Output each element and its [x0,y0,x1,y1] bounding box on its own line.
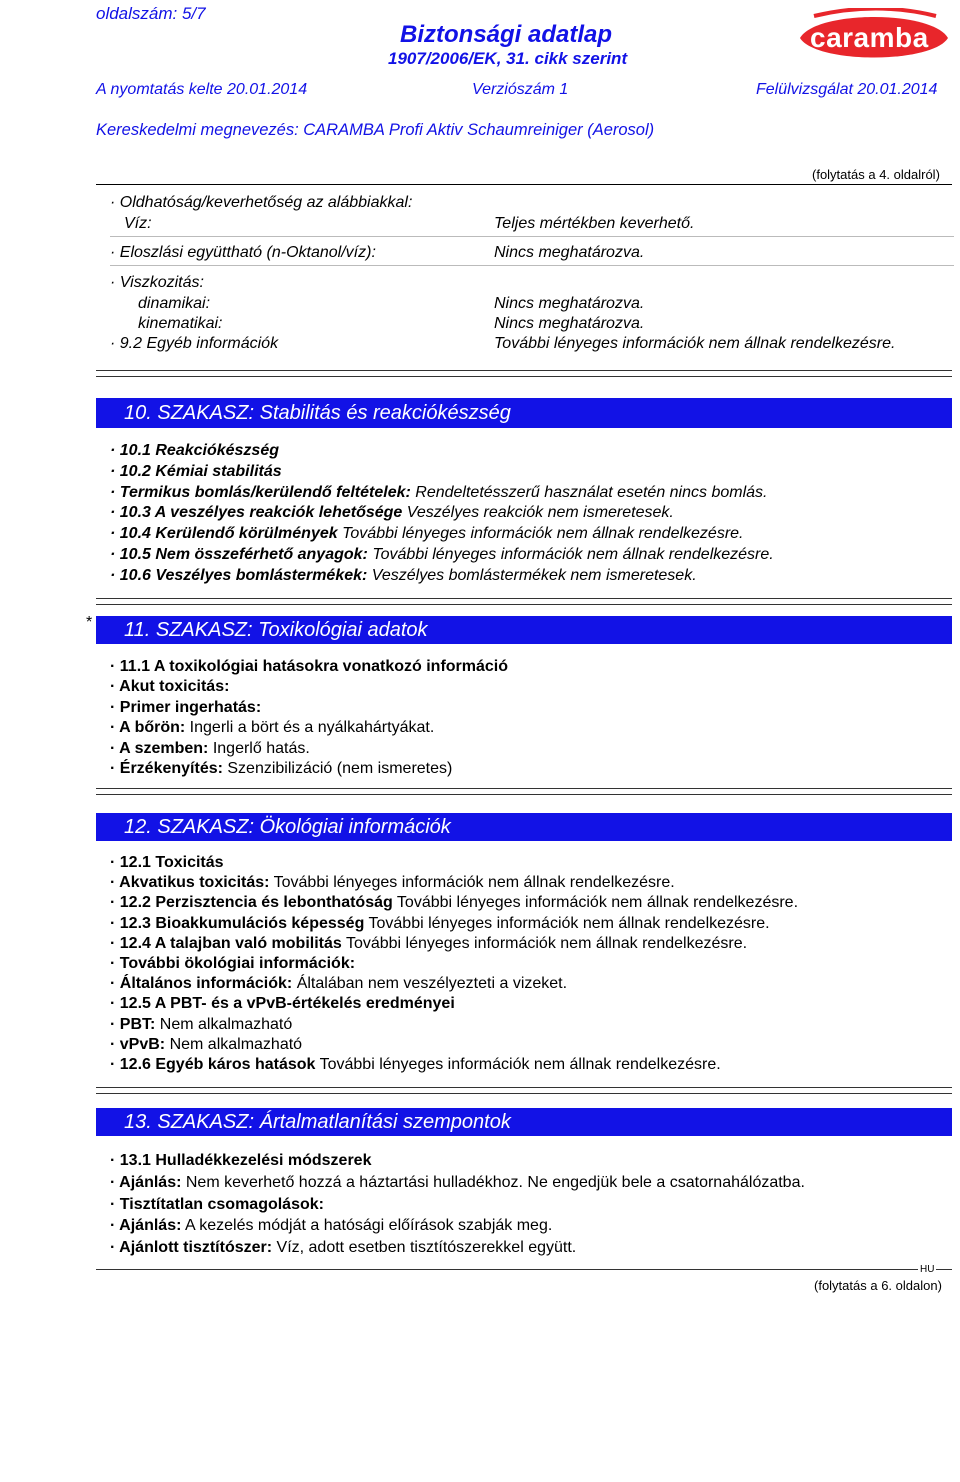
section10-item [110,566,697,586]
item-label: · 12.1 Toxicitás [110,854,224,871]
section12-item [110,1055,721,1075]
page-number: oldalszám: 5/7 [96,4,206,23]
item-text: Víz, adott esetben tisztítószerekkel együtt. [272,1239,577,1257]
item-text: Ingerlő hatás. [208,739,310,757]
section13-heading-band [96,1108,952,1136]
section10-item [110,483,767,503]
section12-item [110,853,224,873]
section10-item [110,441,279,461]
section11-item [110,759,452,779]
version-number: Verziószám 1 [472,81,569,98]
item-text: További lényeges információk nem állnak rendelkezésre. [337,525,744,543]
item-label: · Érzékenyítés: [110,760,223,777]
item-label: · Ajánlott tisztítószer: [110,1239,273,1257]
section10-item [110,462,282,482]
viscosity-label: · Viszkozitás: [110,274,204,291]
item-text: További lényeges információk nem állnak rendelkezésre. [392,894,799,912]
print-date: A nyomtatás kelte 20.01.2014 [96,81,308,98]
section12-heading-band [96,813,952,841]
continued-on-note: (folytatás a 6. oldalon) [814,1278,942,1293]
trade-name: Kereskedelmi megnevezés: CARAMBA Profi Aktiv Schaumreiniger (Aerosol) [96,121,655,139]
row-divider [110,236,954,237]
section12-item [110,974,567,994]
item-label: · 12.6 Egyéb káros hatások [110,1056,316,1073]
item-label: · Ajánlás: [110,1217,182,1235]
logo-text: caramba [810,22,929,53]
section10-item [110,503,674,523]
item-label: · A szemben: [110,739,209,757]
item-text: Rendeltetésszerű használat esetén nincs bomlás. [410,483,768,501]
item-label: · 13.1 Hulladékkezelési módszerek [110,1152,372,1169]
item-label: · A bőrön: [110,719,186,737]
footer-divider [96,1269,952,1270]
country-code: HU [920,1264,935,1275]
item-label: · 10.3 A veszélyes reakciók lehetősége [110,504,403,522]
section13-item [110,1173,805,1193]
section13-heading: 13. SZAKASZ: Ártalmatlanítási szempontok [124,1111,511,1133]
kinematic-value: Nincs meghatározva. [494,315,645,332]
dynamic-label: dinamikai: [138,295,211,312]
item-label: · 11.1 A toxikológiai hatásokra vonatkozó információ [110,658,509,675]
item-text: Ingerli a bört és a nyálkahártyákat. [185,719,435,737]
item-label: · Ajánlás: [110,1173,182,1191]
item-text: További lényeges információk nem állnak rendelkezésre. [341,934,748,952]
section12-item [110,873,675,893]
row-divider [110,265,954,266]
section12-item [110,893,798,913]
item-label: · 12.5 A PBT- és a vPvB-értékelés eredményei [110,995,455,1013]
change-marker: * [86,614,93,631]
regulation-reference: 1907/2006/EK, 31. cikk szerint [388,49,628,68]
other-info-value: További lényeges információk nem állnak rendelkezésre. [494,335,896,352]
item-label: · PBT: [110,1015,156,1033]
solubility-label: · Oldhatóság/keverhetőség az alábbiakkal: [110,194,413,211]
item-label: · 12.4 A talajban való mobilitás [110,934,342,952]
item-text: A kezelés módját a hatósági előírások szabják meg. [181,1217,553,1235]
item-text: Szenzibilizáció (nem ismeretes) [222,760,453,777]
item-label: · 10.2 Kémiai stabilitás [110,462,282,480]
continued-from-note: (folytatás a 4. oldalról) [812,167,940,182]
item-text: További lényeges információk nem állnak rendelkezésre. [269,874,675,892]
section10-heading-band [96,398,952,428]
review-date: Felülvizsgálat 20.01.2014 [756,81,938,98]
kinematic-label: kinematikai: [138,315,223,332]
item-text: További lényeges információk nem állnak rendelkezésre. [364,914,770,932]
dynamic-value: Nincs meghatározva. [494,295,645,312]
section12-heading: 12. SZAKASZ: Ökológiai információk [124,816,451,838]
section12-item [110,1035,302,1055]
item-text: További lényeges információk nem állnak rendelkezésre. [367,546,774,563]
partition-label: · Eloszlási együttható (n-Oktanol/víz): [110,244,376,261]
section-divider [96,1087,952,1088]
item-label: · 10.5 Nem összeférhető anyagok: [110,546,368,563]
item-text: Nem alkalmazható [155,1015,293,1033]
item-text: Általában nem veszélyezteti a vizeket. [292,975,568,993]
section-divider [96,1093,952,1094]
section13-item [110,1216,552,1236]
section-divider [96,370,952,371]
document-title: Biztonsági adatlap [400,21,613,48]
section11-heading-band [96,616,952,644]
section10-heading: 10. SZAKASZ: Stabilitás és reakciókészség [124,402,511,424]
item-text: További lényeges információk nem állnak rendelkezésre. [315,1056,721,1073]
item-label: · 10.1 Reakciókészség [110,442,279,459]
item-label: · Akut toxicitás: [110,678,230,696]
water-label: Víz: [124,215,152,232]
caramba-logo [796,8,952,66]
section-divider [96,598,952,599]
item-label: · 12.2 Perzisztencia és lebonthatóság [110,894,393,912]
section-divider [96,604,952,605]
item-label: · Általános információk: [110,975,293,993]
item-label: · Termikus bomlás/kerülendő feltételek: [110,483,411,501]
section11-item [110,657,508,677]
section12-item [110,994,455,1014]
section-divider [96,788,952,789]
item-label: · Akvatikus toxicitás: [110,874,270,892]
section10-item [110,524,744,544]
section13-item [110,1151,371,1171]
item-label: · Primer ingerhatás: [110,698,262,716]
section11-item [110,677,229,697]
item-label: · Tisztítatlan csomagolások: [110,1195,324,1213]
section11-item [110,718,434,738]
section12-item [110,1015,292,1035]
section11-item [110,698,261,718]
section12-item [110,914,770,934]
section-divider [96,376,952,377]
item-label: · További ökológiai információk: [110,955,356,972]
section12-item [110,934,747,954]
item-text: Veszélyes bomlástermékek nem ismeretesek. [367,566,697,584]
section11-heading: 11. SZAKASZ: Toxikológiai adatok [124,619,428,641]
item-label: · vPvB: [110,1035,166,1053]
item-label: · 10.6 Veszélyes bomlástermékek: [110,566,368,584]
item-label: · 12.3 Bioakkumulációs képesség [110,914,365,932]
section10-item [110,545,774,565]
item-label: · 10.4 Kerülendő körülmények [110,525,338,543]
section11-item [110,739,310,759]
other-info-label: · 9.2 Egyéb információk [110,335,279,352]
partition-value: Nincs meghatározva. [494,244,645,261]
item-text: Veszélyes reakciók nem ismeretesek. [402,504,674,522]
item-text: Nem keverhető hozzá a háztartási hulladékhoz. Ne engedjük bele a csatornahálózatba. [181,1173,805,1191]
section12-item [110,954,355,974]
water-value: Teljes mértékben keverhető. [494,215,695,232]
section-divider [96,794,952,795]
item-text: Nem alkalmazható [165,1035,303,1053]
section13-item [110,1238,576,1258]
section13-item [110,1195,324,1215]
